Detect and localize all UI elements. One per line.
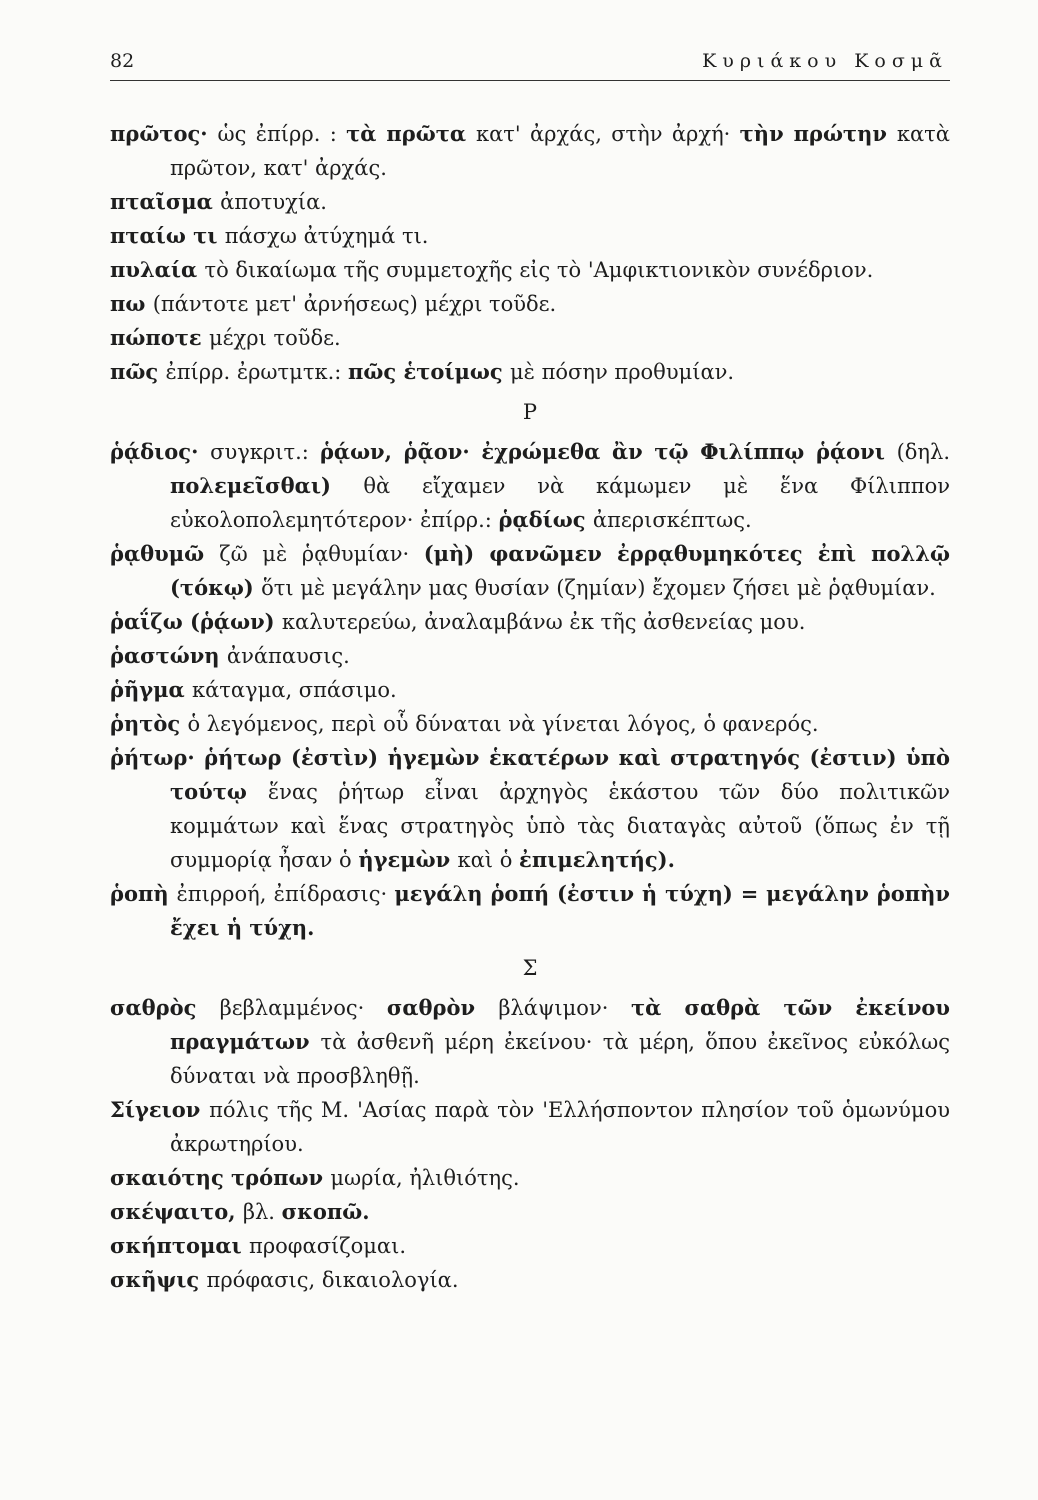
gloss-text: καὶ ὁ — [457, 848, 520, 872]
gloss-text: τὰ ἀσθενῆ μέρη ἐκείνου· τὰ μέρη, ὅπου ἐκεῖνος εὐκόλως δύναται νὰ προσβληθῇ. — [170, 1030, 950, 1088]
gloss-text: προφασίζομαι. — [249, 1234, 407, 1258]
headword-text: τὰ πρῶτα — [346, 121, 476, 146]
headword-text: πω — [110, 291, 153, 316]
headword-text: ἐπιμελητής). — [519, 847, 675, 872]
gloss-text: συγκριτ.: — [210, 440, 320, 464]
headword-text: σκαιότης τρόπων — [110, 1165, 331, 1190]
dictionary-entry — [110, 185, 950, 219]
gloss-text: ὁ λεγόμενος, περὶ οὗ δύναται νὰ γίνεται λόγος, ὁ φανερός. — [187, 712, 819, 736]
gloss-text: βεβλαμμένος· — [219, 996, 387, 1020]
gloss-text: ἕνας ῥήτωρ εἶναι ἀρχηγὸς ἑκάστου τῶν δύο πολιτικῶν κομμάτων καὶ ἕνας στρατηγὸς ὑπὸ τὰς διαταγὰς αὐτοῦ (ὅπως ἐν τῇ συμμορίᾳ ἦσαν ὁ — [170, 780, 950, 872]
gloss-text: ἐπιρροή, ἐπίδρασις· — [176, 882, 395, 906]
gloss-text: ἐπίρρ. ἐρωτμτκ.: — [165, 360, 348, 384]
dictionary-entry — [110, 1229, 950, 1263]
page-number: 82 — [110, 50, 135, 72]
gloss-text: βλ. — [242, 1200, 282, 1224]
gloss-text: μωρία, ἠλιθιότης. — [330, 1166, 520, 1190]
headword-text: πυλαία — [110, 257, 205, 282]
headword-text: πῶς — [110, 359, 166, 384]
headword-text: πολεμεῖσθαι) — [170, 473, 364, 498]
gloss-text: καλυτερεύω, ἀναλαμβάνω ἐκ τῆς ἀσθενείας μου. — [281, 610, 806, 634]
headword-text: πταῖσμα — [110, 189, 221, 214]
gloss-text: θὰ εἴχαμεν νὰ κάμωμεν μὲ ἕνα Φίλιππον εὐκολοπολεμητότερον· ἐπίρρ.: — [170, 474, 950, 532]
headword-text: πώποτε — [110, 325, 209, 350]
dictionary-body — [110, 117, 950, 1297]
dictionary-entry — [110, 1263, 950, 1297]
gloss-text: ὅτι μὲ μεγάλην μας θυσίαν (ζημίαν) ἔχομεν ζήσει μὲ ῥᾳθυμίαν. — [261, 576, 936, 600]
running-title: Κυριάκου Κοσμᾶ — [702, 50, 948, 72]
gloss-text: τὸ δικαίωμα τῆς συμμετοχῆς εἰς τὸ 'Αμφικτιονικὸν συνέδριον. — [204, 258, 874, 282]
headword-text: ῥαΐζω (ῥᾴων) — [110, 609, 282, 634]
dictionary-entry — [110, 707, 950, 741]
gloss-text: μὲ πόσην προθυμίαν. — [510, 360, 735, 384]
gloss-text: κάταγμα, σπάσιμο. — [191, 678, 397, 702]
headword-text: (μὴ) φανῶμεν ἐρρᾳθυμηκότες ἐπὶ πολλῷ (τόκῳ) — [170, 541, 950, 600]
headword-text: σαθρὸν — [386, 995, 499, 1020]
headword-text: σκοπῶ. — [281, 1199, 370, 1224]
gloss-text: πάσχω ἀτύχημά τι. — [224, 224, 429, 248]
gloss-text: μέχρι τοῦδε. — [208, 326, 341, 350]
headword-text: ῥῆγμα — [110, 677, 192, 702]
gloss-text: πρόφασις, δικαιολογία. — [206, 1268, 459, 1292]
gloss-text: ἀνάπαυσις. — [226, 644, 350, 668]
page-header — [110, 48, 950, 81]
gloss-text: ἀποτυχία. — [220, 190, 327, 214]
headword-text: ῥᾳθυμῶ — [110, 541, 220, 566]
section-letter: Σ — [522, 956, 538, 980]
gloss-text: (πάντοτε μετ' ἀρνήσεως) μέχρι τοῦδε. — [152, 292, 557, 316]
dictionary-entry — [110, 741, 950, 877]
headword-text: ῥήτωρ· ῥήτωρ (ἐστὶν) ἡγεμὼν ἑκατέρων καὶ στρατηγός (ἐστιν) ὑπὸ τούτῳ — [110, 745, 950, 804]
dictionary-entry — [110, 991, 950, 1093]
dictionary-entry — [110, 639, 950, 673]
dictionary-entry — [110, 605, 950, 639]
dictionary-entry — [110, 117, 950, 185]
section-letter: Ρ — [522, 400, 538, 424]
gloss-text: ζῶ μὲ ῥᾳθυμίαν· — [219, 542, 424, 566]
headword-text: πῶς ἑτοίμως — [348, 359, 510, 384]
headword-text: ῥαστώνη — [110, 643, 227, 668]
headword-text: σκήπτομαι — [110, 1233, 250, 1258]
gloss-text: κατὰ πρῶτον, κατ' ἀρχάς. — [170, 122, 950, 180]
dictionary-entry — [110, 537, 950, 605]
headword-text: σκῆψις — [110, 1267, 207, 1292]
dictionary-entry — [110, 1161, 950, 1195]
dictionary-entry — [110, 877, 950, 945]
headword-text: σκέψαιτο, — [110, 1199, 243, 1224]
dictionary-entry — [110, 321, 950, 355]
headword-text: ἡγεμὼν — [358, 847, 458, 872]
dictionary-entry — [110, 355, 950, 389]
dictionary-entry — [110, 1093, 950, 1161]
dictionary-entry — [110, 253, 950, 287]
headword-text: πρῶτος· — [110, 121, 218, 146]
headword-text: τὴν πρώτην — [739, 121, 897, 146]
headword-text: ῥᾴδιος· — [110, 439, 211, 464]
dictionary-entry — [110, 219, 950, 253]
headword-text: Σίγειον — [110, 1097, 210, 1122]
headword-text: σαθρὸς — [110, 995, 220, 1020]
dictionary-entry — [110, 435, 950, 537]
gloss-text: πόλις τῆς Μ. 'Ασίας παρὰ τὸν 'Ελλήσποντον πλησίον τοῦ ὁμωνύμου ἀκρωτηρίου. — [170, 1098, 950, 1156]
headword-text: μεγάλη ῥοπή (ἐστιν ἡ τύχη) = μεγάλην ῥοπὴν ἔχει ἡ τύχη. — [170, 881, 950, 940]
headword-text: ῥᾴων, ῥᾷον· ἐχρώμεθα ἂν τῷ Φιλίππῳ ῥᾴονι — [319, 439, 897, 464]
headword-text: τὰ σαθρὰ τῶν ἐκείνου πραγμάτων — [170, 995, 950, 1054]
dictionary-entry — [110, 1195, 950, 1229]
headword-text: ῥητὸς — [110, 711, 188, 736]
headword-text: ῥᾳδίως — [498, 507, 593, 532]
dictionary-entry — [110, 673, 950, 707]
gloss-text: ὡς ἐπίρρ. : — [217, 122, 347, 146]
gloss-text: ἀπερισκέπτως. — [592, 508, 752, 532]
gloss-text: (δηλ. — [896, 440, 950, 464]
headword-text: πταίω τι — [110, 223, 225, 248]
gloss-text: βλάψιμον· — [498, 996, 631, 1020]
dictionary-entry — [110, 287, 950, 321]
headword-text: ῥοπὴ — [110, 881, 177, 906]
gloss-text: κατ' ἀρχάς, στὴν ἀρχή· — [475, 122, 740, 146]
